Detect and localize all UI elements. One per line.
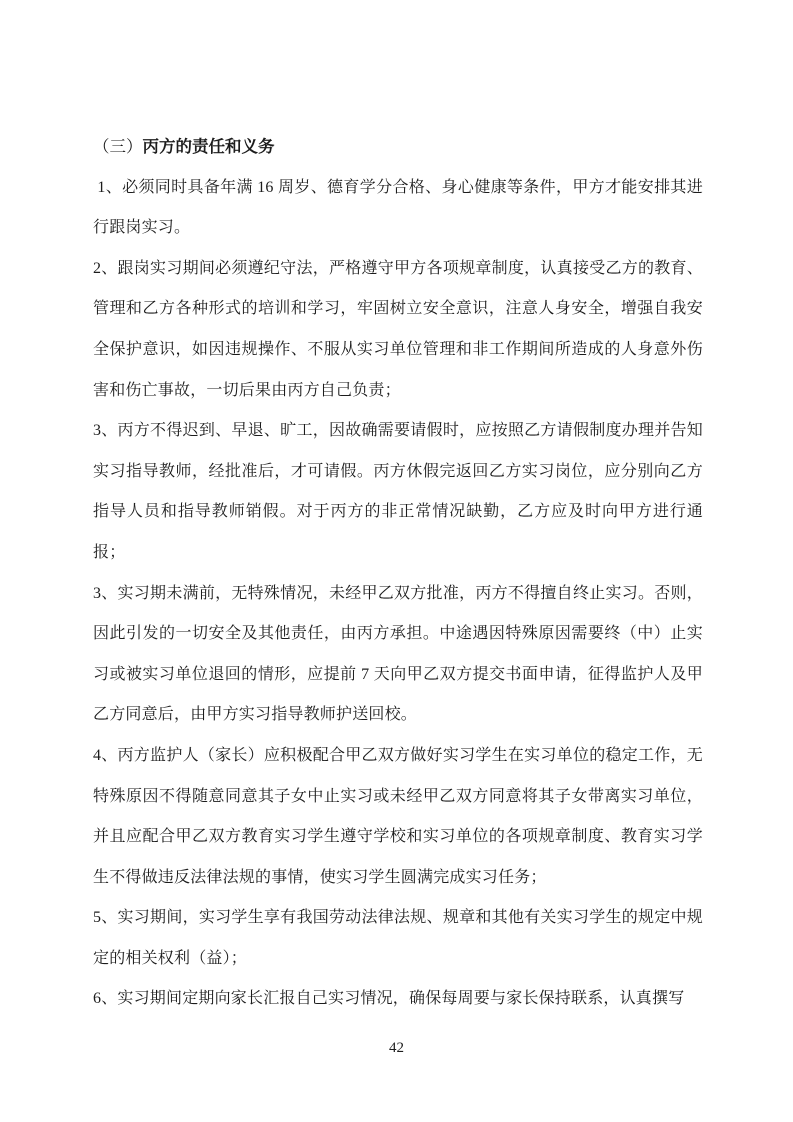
- section-number: （三）: [93, 137, 143, 156]
- page-footer: [0, 1038, 793, 1058]
- clause-paragraph-6: 6、实习期间定期向家长汇报自己实习情况，确保每周要与家长保持联系，认真撰写: [93, 990, 685, 1008]
- clause-paragraph-1: 1、必须同时具备年满 16 周岁、德育学分合格、身心健康等条件，甲方才能安排其进行跟岗实习。: [93, 178, 703, 237]
- clause-paragraph-3: 3、丙方不得迟到、早退、旷工，因故确需要请假时，应按照乙方请假制度办理并告知实习指导教师，经批准后，才可请假。丙方休假完返回乙方实习岗位，应分别向乙方指导人员和指导教师销假。对于丙方的非正常情况缺勤，乙方应及时向甲方进行通报；: [93, 422, 703, 561]
- clause-paragraph-4: 4、丙方监护人（家长）应积极配合甲乙双方做好实习学生在实习单位的稳定工作，无特殊原因不得随意同意其子女中止实习或未经甲乙双方同意将其子女带离实习单位，并且应配合甲乙双方教育实习学生遵守学校和实习单位的各项规章制度、教育实习学生不得做违反法律法规的事情，使实习学生圆满完成实习任务；: [93, 746, 703, 886]
- section-heading: [93, 127, 703, 168]
- clause-paragraph-2: 2、跟岗实习期间必须遵纪守法，严格遵守甲方各项规章制度，认真接受乙方的教育、管理和乙方各种形式的培训和学习，牢固树立安全意识，注意人身安全，增强自我安全保护意识，如因违规操作、不服从实习单位管理和非工作期间所造成的人身意外伤害和伤亡事故，一切后果由丙方自己负责；: [93, 259, 703, 399]
- clause-paragraph-5: 5、实习期间，实习学生享有我国劳动法律法规、规章和其他有关实习学生的规定中规定的相关权利（益）；: [93, 909, 703, 967]
- clause-paragraph-3b: 3、实习期未满前，无特殊情况，未经甲乙双方批准，丙方不得擅自终止实习。否则，因此引发的一切安全及其他责任，由丙方承担。中途遇因特殊原因需要终（中）止实习或被实习单位退回的情形，应提前 7 天向甲乙双方提交书面申请，征得监护人及甲乙方同意后，由甲方实习指导教师护送回校。: [93, 584, 703, 724]
- section-title: 丙方的责任和义务: [142, 137, 275, 156]
- page-number: 42: [389, 1040, 404, 1056]
- document-body: [93, 127, 703, 1020]
